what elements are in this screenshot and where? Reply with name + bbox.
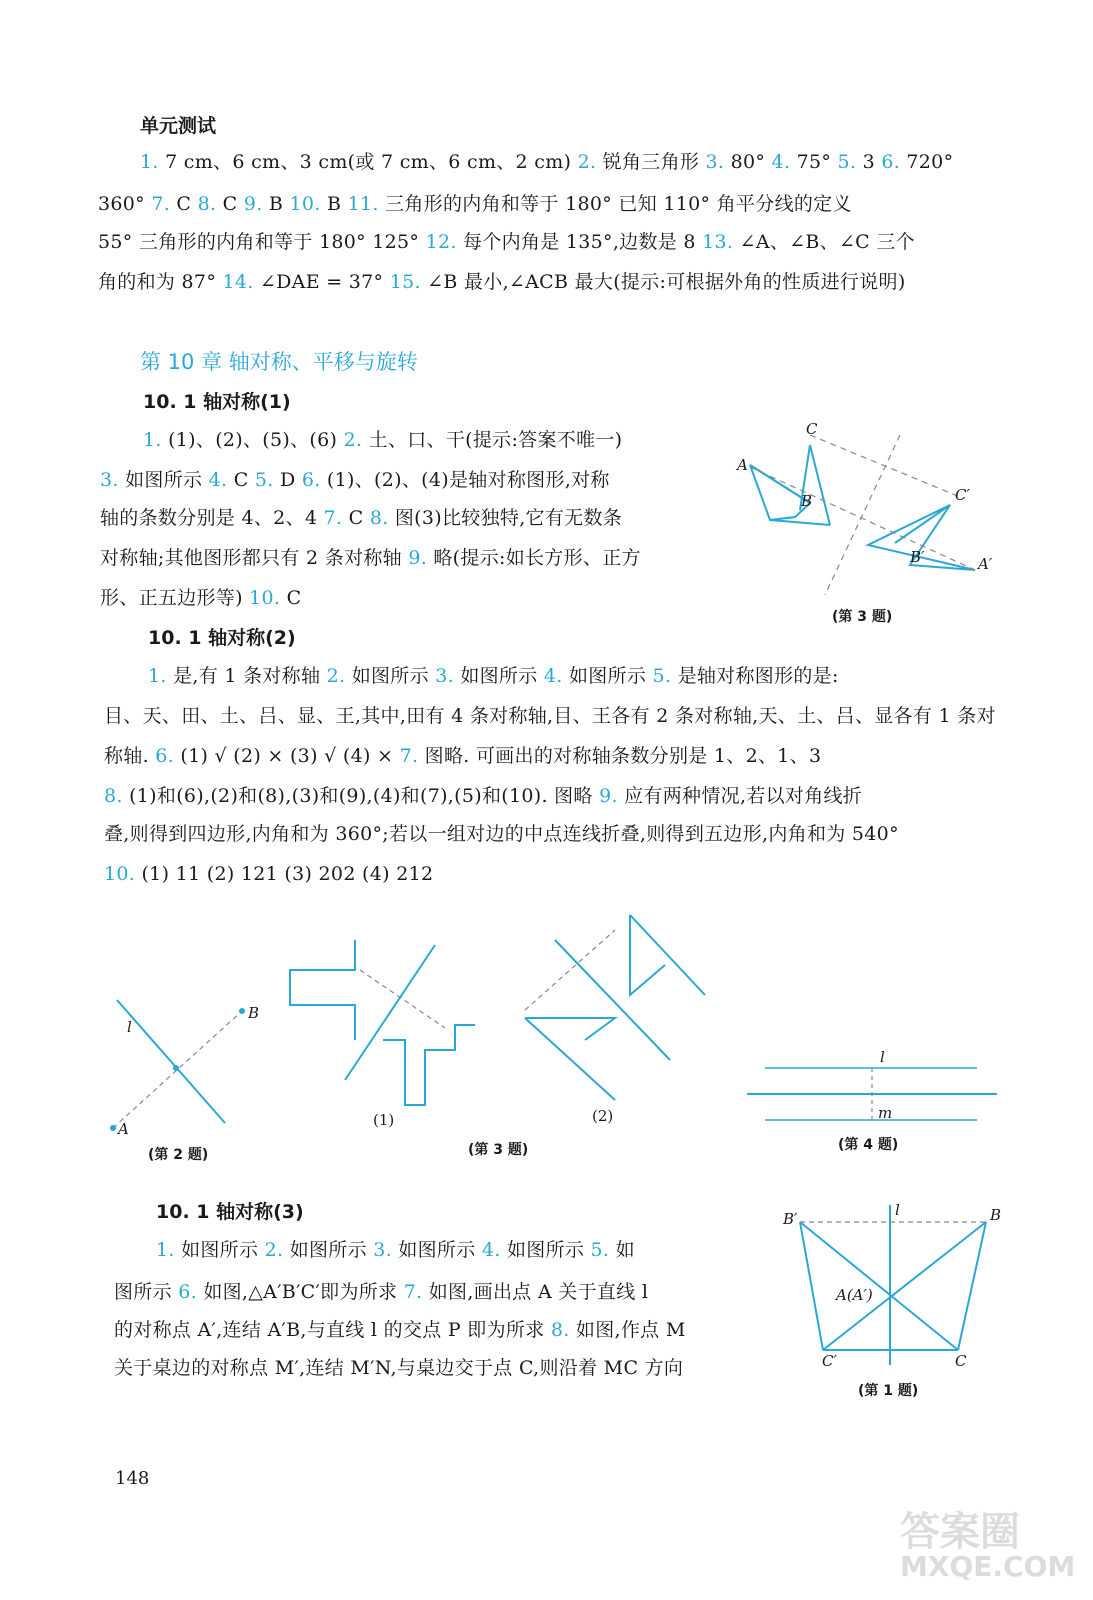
fig-s2-q3-caption: (第 3 题) xyxy=(468,1142,529,1158)
question-number: 1. xyxy=(140,151,159,173)
page-number: 148 xyxy=(115,1468,150,1489)
answer-text: (1)、(2)、(5)、(6) xyxy=(161,429,344,451)
question-number: 7. xyxy=(323,507,343,529)
answer-text: 如图,作点 M xyxy=(569,1319,686,1341)
question-number: 9. xyxy=(408,547,428,569)
question-number: 6. xyxy=(178,1281,197,1303)
fig-s2-q2-label-b: B xyxy=(248,1004,260,1022)
answer-text: D xyxy=(273,469,302,491)
question-number: 2. xyxy=(577,151,597,173)
fig-s1-label-a-prime: A′ xyxy=(978,555,993,573)
answer-text: 形、正五边形等) xyxy=(100,587,250,609)
answer-text: 7 cm、6 cm、3 cm(或 7 cm、6 cm、2 cm) xyxy=(158,151,578,173)
section-3-line-4 xyxy=(114,1356,683,1380)
fig-s1-label-b-prime: B′ xyxy=(910,548,925,566)
answer-text: 是轴对称图形的是: xyxy=(671,665,839,687)
figure-s2-q3 xyxy=(285,910,725,1115)
question-number: 3. xyxy=(705,151,725,173)
answer-text: (1)和(6),(2)和(8),(3)和(9),(4)和(7),(5)和(10). 图略 xyxy=(122,785,600,807)
answer-text: ∠DAE = 37° xyxy=(253,271,390,293)
answer-text: 如图,画出点 A 关于直线 l xyxy=(422,1281,649,1303)
answer-text: C xyxy=(342,507,370,529)
unit-test-line-3 xyxy=(98,230,915,254)
section-2-line-5 xyxy=(104,822,899,846)
unit-test-line-1 xyxy=(140,150,953,174)
answer-text: C xyxy=(216,193,244,215)
question-number: 14. xyxy=(222,271,254,293)
question-number: 5. xyxy=(837,151,857,173)
answer-text: 对称轴;其他图形都只有 2 条对称轴 xyxy=(100,547,409,569)
answer-text: 图所示 xyxy=(114,1281,179,1303)
answer-text: 如图所示 xyxy=(345,665,436,687)
section-2-line-2 xyxy=(104,704,996,728)
answer-text: 目、天、田、土、吕、显、王,其中,田有 4 条对称轴,目、王各有 2 条对称轴,天、土、吕、显各有 1 条对 xyxy=(104,705,996,727)
fig-s1-label-b: B xyxy=(801,492,813,510)
section-2-heading: 10. 1 轴对称(2) xyxy=(148,627,296,649)
question-number: 1. xyxy=(143,429,162,451)
answer-text: 三角形的内角和等于 180° 已知 110° 角平分线的定义 xyxy=(378,193,852,215)
answer-text: 720° xyxy=(900,151,954,173)
fig-s3-label-a: A(A′) xyxy=(836,1286,873,1304)
fig-s3-label-b-prime: B′ xyxy=(783,1210,798,1228)
question-number: 13. xyxy=(702,231,734,253)
answer-text: 80° xyxy=(724,151,772,173)
answer-text: (1) 11 (2) 121 (3) 202 (4) 212 xyxy=(135,863,434,885)
question-number: 1. xyxy=(156,1239,175,1261)
answer-text: 的对称点 A′,连结 A′B,与直线 l 的交点 P 即为所求 xyxy=(114,1319,551,1341)
answer-text: 是,有 1 条对称轴 xyxy=(166,665,327,687)
fig-s1-caption: (第 3 题) xyxy=(832,609,893,625)
section-3-line-3 xyxy=(114,1318,686,1342)
question-number: 4. xyxy=(481,1239,501,1261)
fig-s2-q4-label-l: l xyxy=(880,1048,885,1066)
answer-text: C xyxy=(170,193,198,215)
answer-text: 如图所示 xyxy=(391,1239,482,1261)
fig-s3-label-c: C xyxy=(955,1352,967,1370)
fig-s2-q4-label-m: m xyxy=(878,1104,893,1122)
figure-s2-q4 xyxy=(745,1050,1005,1130)
answer-text: 图(3)比较独特,它有无数条 xyxy=(388,507,623,529)
question-number: 12. xyxy=(425,231,457,253)
question-number: 3. xyxy=(435,665,454,687)
answer-text: 3 xyxy=(856,151,882,173)
question-number: 2. xyxy=(326,665,346,687)
question-number: 7. xyxy=(151,193,171,215)
fig-s2-q4-caption: (第 4 题) xyxy=(838,1137,899,1153)
answer-text: 如图所示 xyxy=(453,665,544,687)
answer-text: 每个内角是 135°,边数是 8 xyxy=(456,231,703,253)
unit-test-line-2 xyxy=(98,192,852,216)
answer-text: 略(提示:如长方形、正方 xyxy=(427,547,641,569)
figure-s1-q3 xyxy=(730,415,1010,615)
fig-s3-label-b: B xyxy=(990,1206,1002,1224)
fig-s3-label-l: l xyxy=(895,1201,900,1219)
question-number: 2. xyxy=(264,1239,284,1261)
fig-s2-q3-sub1: (1) xyxy=(373,1111,395,1129)
answer-text: C xyxy=(227,469,255,491)
question-number: 6. xyxy=(301,469,321,491)
section-2-line-3 xyxy=(104,744,821,768)
question-number: 3. xyxy=(373,1239,392,1261)
fig-s2-q2-label-a: A xyxy=(118,1120,129,1138)
answer-text: 如 xyxy=(609,1239,635,1261)
answer-text: 轴的条数分别是 4、2、4 xyxy=(100,507,324,529)
answer-text: 如图所示 xyxy=(283,1239,374,1261)
answer-text: 锐角三角形 xyxy=(596,151,706,173)
fig-s2-q2-caption: (第 2 题) xyxy=(148,1147,209,1163)
answer-text: 55° 三角形的内角和等于 180° 125° xyxy=(98,231,426,253)
question-number: 4. xyxy=(771,151,791,173)
answer-text: 图略. 可画出的对称轴条数分别是 1、2、1、3 xyxy=(418,745,822,767)
answer-text: B xyxy=(262,193,290,215)
fig-s2-q3-sub2: (2) xyxy=(592,1107,614,1125)
answer-text: 如图所示 xyxy=(500,1239,591,1261)
section-2-line-6 xyxy=(104,862,433,886)
answer-text: 如图所示 xyxy=(174,1239,265,1261)
answer-text: 叠,则得到四边形,内角和为 360°;若以一组对边的中点连线折叠,则得到五边形,内角和为 540° xyxy=(104,823,899,845)
answer-text: 土、口、干(提示:答案不唯一) xyxy=(362,429,623,451)
answer-text: (1)、(2)、(4)是轴对称图形,对称 xyxy=(320,469,610,491)
figure-s2-q2 xyxy=(105,995,265,1135)
figure-s3-q1 xyxy=(790,1200,1000,1375)
section-1-line-5 xyxy=(100,586,301,610)
question-number: 3. xyxy=(100,469,119,491)
answer-text: (1) √ (2) × (3) √ (4) × xyxy=(174,745,400,767)
answer-text: 称轴. xyxy=(104,745,156,767)
section-3-heading: 10. 1 轴对称(3) xyxy=(156,1201,304,1223)
answer-text: 角的和为 87° xyxy=(98,271,223,293)
question-number: 9. xyxy=(599,785,618,807)
watermark-logo: 答案圈 xyxy=(900,1509,1020,1555)
section-1-line-3 xyxy=(100,506,622,530)
answer-text: 75° xyxy=(790,151,838,173)
question-number: 11. xyxy=(347,193,379,215)
section-2-line-4 xyxy=(104,784,862,808)
answer-text: 关于桌边的对称点 M′,连结 M′N,与桌边交于点 C,则沿着 MC 方向 xyxy=(114,1357,684,1379)
answer-text: ∠A、∠B、∠C 三个 xyxy=(733,231,915,253)
question-number: 15. xyxy=(389,271,421,293)
fig-s3-caption: (第 1 题) xyxy=(858,1383,919,1399)
section-3-line-1 xyxy=(156,1238,635,1262)
question-number: 8. xyxy=(104,785,123,807)
fig-s1-label-c: C xyxy=(806,420,818,438)
section-1-line-4 xyxy=(100,546,641,570)
answer-text: ∠B 最小,∠ACB 最大(提示:可根据外角的性质进行说明) xyxy=(420,271,906,293)
question-number: 10. xyxy=(249,587,281,609)
section-1-heading: 10. 1 轴对称(1) xyxy=(143,391,291,413)
answer-text: C xyxy=(280,587,302,609)
question-number: 10. xyxy=(104,863,136,885)
answer-text: 如图所示 xyxy=(562,665,653,687)
section-2-line-1 xyxy=(148,664,839,688)
answer-text: B xyxy=(320,193,348,215)
question-number: 6. xyxy=(155,745,175,767)
question-number: 10. xyxy=(289,193,321,215)
question-number: 9. xyxy=(243,193,263,215)
question-number: 7. xyxy=(403,1281,423,1303)
question-number: 8. xyxy=(369,507,389,529)
question-number: 7. xyxy=(399,745,419,767)
question-number: 8. xyxy=(550,1319,570,1341)
question-number: 8. xyxy=(197,193,217,215)
answer-text: 应有两种情况,若以对角线折 xyxy=(617,785,863,807)
section-1-line-1 xyxy=(143,428,622,452)
answer-text: 如图,△A′B′C′即为所求 xyxy=(196,1281,404,1303)
section-1-line-2 xyxy=(100,468,610,492)
answer-text: 如图所示 xyxy=(118,469,209,491)
question-number: 5. xyxy=(254,469,274,491)
unit-test-heading: 单元测试 xyxy=(140,115,217,137)
question-number: 5. xyxy=(652,665,672,687)
question-number: 2. xyxy=(343,429,363,451)
fig-s1-label-a: A xyxy=(737,456,748,474)
answer-text: 360° xyxy=(98,193,152,215)
question-number: 4. xyxy=(543,665,563,687)
section-3-line-2 xyxy=(114,1280,648,1304)
question-number: 5. xyxy=(590,1239,610,1261)
unit-test-line-4 xyxy=(98,270,906,294)
question-number: 6. xyxy=(881,151,901,173)
fig-s3-label-c-prime: C′ xyxy=(822,1352,837,1370)
question-number: 4. xyxy=(208,469,228,491)
question-number: 1. xyxy=(148,665,167,687)
fig-s1-label-c-prime: C′ xyxy=(955,486,970,504)
watermark-url: MXQE.COM xyxy=(900,1550,1076,1583)
chapter-title: 第 10 章 轴对称、平移与旋转 xyxy=(140,350,418,374)
fig-s2-q2-label-l: l xyxy=(127,1018,132,1036)
